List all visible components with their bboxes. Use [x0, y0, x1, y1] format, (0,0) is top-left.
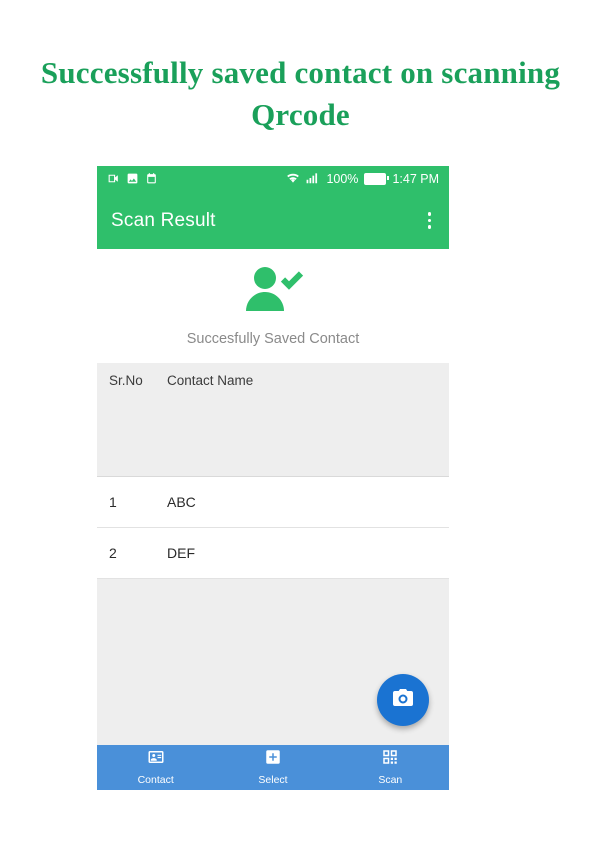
table-row[interactable] [97, 477, 449, 528]
status-bar-left-icons [107, 172, 158, 187]
qr-code-icon [381, 748, 399, 771]
scan-result-content [97, 249, 449, 744]
cell-sr-no: 1 [109, 494, 117, 510]
contact-card-icon [147, 748, 165, 771]
status-bar [97, 166, 449, 192]
overflow-menu-icon[interactable] [424, 206, 436, 235]
camera-icon [391, 686, 415, 715]
table-empty-area [97, 398, 449, 476]
cell-contact-name: DEF [167, 545, 195, 561]
column-header-sr-no: Sr.No [109, 373, 143, 388]
bottom-navigation [97, 744, 449, 790]
nav-label-select: Select [258, 774, 288, 786]
battery-icon [364, 173, 386, 185]
screenshot-icon [107, 172, 120, 187]
column-header-contact-name: Contact Name [167, 373, 254, 388]
camera-fab-button[interactable] [377, 674, 429, 726]
contact-saved-icon [97, 249, 449, 317]
image-icon [126, 172, 139, 187]
page-title: Successfully saved contact on scanning Qrcode [40, 55, 561, 132]
status-bar-clock: 1:47 PM [392, 172, 439, 186]
status-bar-right-icons [286, 172, 439, 187]
table-header-row [97, 363, 449, 398]
nav-item-select[interactable] [214, 744, 331, 790]
nav-label-scan: Scan [378, 774, 403, 786]
battery-percent-label: 100% [326, 172, 359, 186]
cell-sr-no: 2 [109, 545, 117, 561]
nav-item-contact[interactable] [97, 744, 214, 790]
status-message: Succesfully Saved Contact [186, 331, 360, 347]
table-row[interactable] [97, 528, 449, 579]
phone-screenshot [97, 166, 449, 790]
app-icon [145, 172, 158, 187]
cell-contact-name: ABC [167, 494, 196, 510]
plus-box-icon [264, 748, 282, 771]
app-bar-title: Scan Result [111, 209, 216, 231]
nav-item-scan[interactable] [332, 744, 449, 790]
app-bar [97, 192, 449, 249]
nav-label-contact: Contact [137, 774, 174, 786]
wifi-icon [286, 172, 300, 187]
signal-icon [306, 172, 320, 186]
